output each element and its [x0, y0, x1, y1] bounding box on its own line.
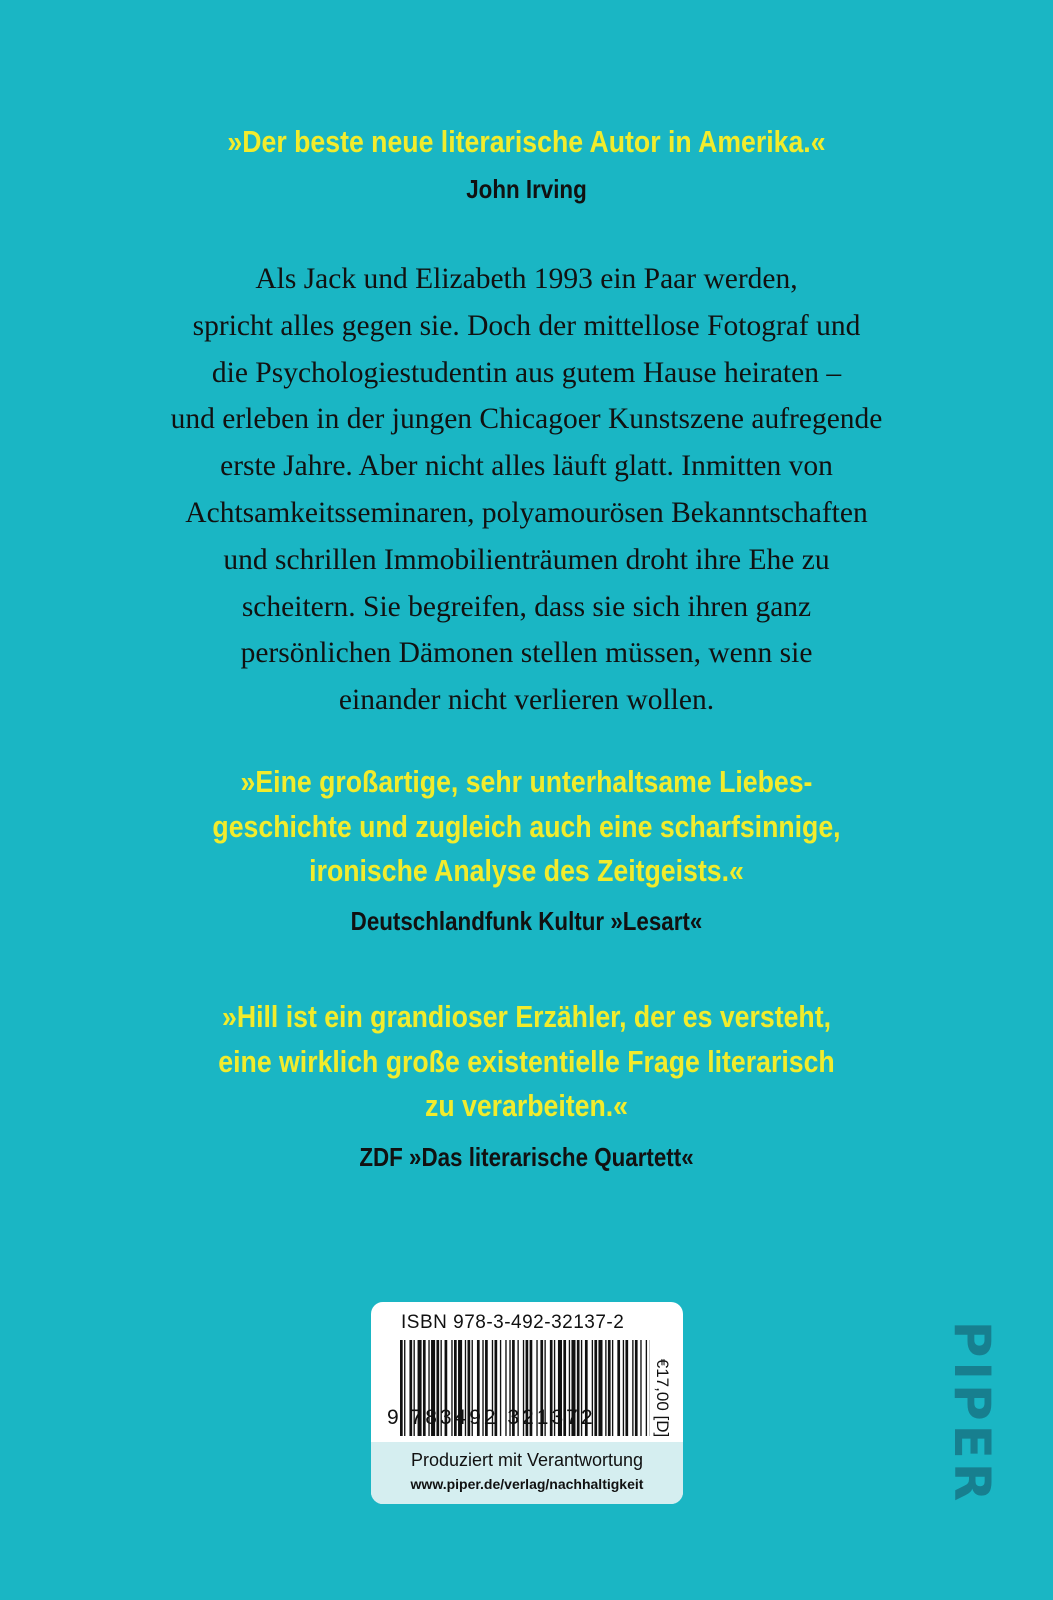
sustainability-note [371, 1442, 683, 1504]
blurb-line: und schrillen Immobilienträumen droht ihre Ehe zu [223, 543, 830, 576]
blurb-line: spricht alles gegen sie. Doch der mittellose Fotograf und [192, 309, 861, 342]
quote-line: ironische Analyse des Zeitgeists.« [309, 853, 744, 888]
price-text: €17,00 [D] [653, 1358, 672, 1438]
barcode-bar [640, 1340, 641, 1436]
barcode-bar [598, 1340, 602, 1436]
quote-line: eine wirklich große existentielle Frage literarisch [218, 1043, 835, 1079]
quote-line: »Hill ist ein grandioser Erzähler, der es versteht, [222, 999, 831, 1034]
sustainability-url: www.piper.de/verlag/nachhaltigkeit [410, 1476, 644, 1492]
barcode-bar [617, 1340, 620, 1436]
blurb-line: Als Jack und Elizabeth 1993 ein Paar werden, [255, 263, 798, 295]
quote-deutschlandfunk [125, 760, 927, 894]
blurb-line: einander nicht verlieren wollen. [338, 684, 715, 717]
book-blurb [90, 256, 963, 724]
blurb-line: erste Jahre. Aber nicht alles läuft glatt. Inmitten von [220, 450, 833, 483]
quote-zdf-source: ZDF »Das literarische Quartett« [359, 1142, 694, 1172]
price-label [647, 1338, 677, 1458]
blurb-line: die Psychologiestudentin aus gutem Hause heiraten – [211, 356, 842, 389]
quote-line: »Eine großartige, sehr unterhaltsame Liebes- [240, 764, 813, 799]
barcode-bar [623, 1340, 624, 1436]
quote-irving-text: »Der beste neue literarische Autor in Amerika.« [227, 124, 826, 159]
barcode-bar [605, 1340, 606, 1436]
blurb-line: scheitern. Sie begreifen, dass sie sich ihren ganz [241, 590, 812, 623]
isbn-number: ISBN 978-3-492-32137-2 [401, 1312, 625, 1333]
sustainability-title: Produziert mit Verantwortung [410, 1450, 644, 1470]
quote-zdf [125, 995, 927, 1129]
barcode-box [371, 1302, 683, 1504]
barcode-bar [608, 1340, 611, 1436]
blurb-line: und erleben in der jungen Chicagoer Kunstszene aufregende [170, 403, 883, 436]
ean-digits: 9 783492 321372 [387, 1406, 596, 1429]
barcode-bar [625, 1340, 628, 1436]
barcode-bar [612, 1340, 613, 1436]
publisher-logo [937, 1318, 1007, 1508]
barcode-bar [632, 1340, 633, 1436]
blurb-line: Achtsamkeitsseminaren, polyamourösen Bekanntschaften [185, 496, 868, 529]
publisher-name: PIPER [943, 1320, 1001, 1506]
quote-irving [125, 122, 927, 162]
barcode-bar [635, 1340, 638, 1436]
quote-irving-source: John Irving [466, 174, 587, 204]
quote-line: geschichte und zugleich auch eine scharfsinnige, [212, 808, 841, 844]
quote-deutschlandfunk-source: Deutschlandfunk Kultur »Lesart« [350, 906, 703, 936]
quote-line: zu verarbeiten.« [424, 1088, 628, 1123]
blurb-line: persönlichen Dämonen stellen müssen, wenn sie [240, 637, 813, 670]
